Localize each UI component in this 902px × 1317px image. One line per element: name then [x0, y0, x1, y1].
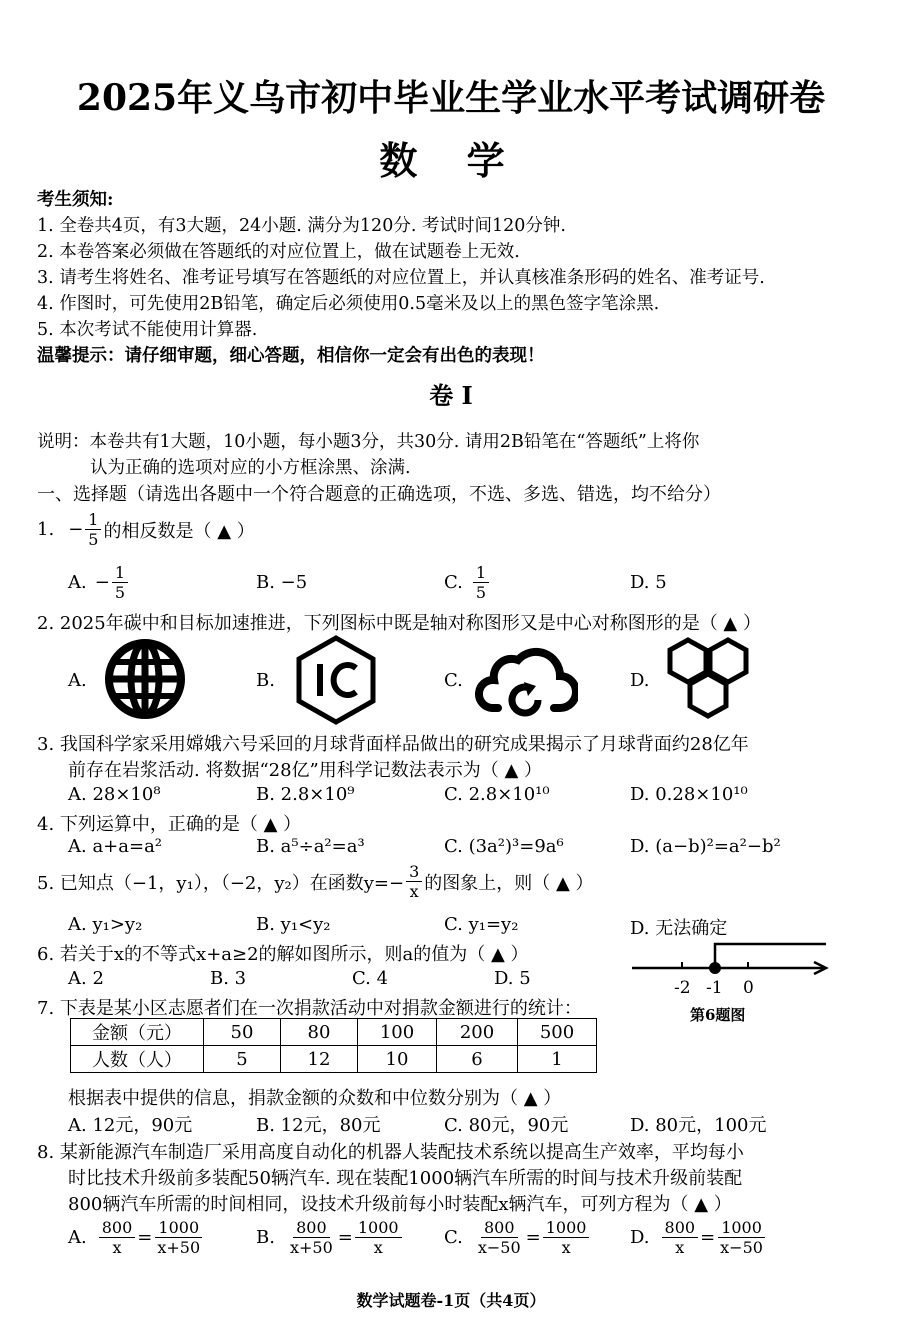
q8-option-c: C. $\frac{800}{x-50}$ = $\frac{1000}{x}$: [444, 1218, 591, 1257]
q6-option-a: A. 2: [68, 968, 104, 989]
notice-item-5: 5. 本次考试不能使用计算器.: [37, 320, 258, 340]
axis-label: -2: [674, 978, 691, 998]
question-number: 1.: [37, 519, 55, 540]
globe-icon: [104, 638, 186, 720]
table-cell: 100: [358, 1019, 437, 1046]
axis-label: -1: [706, 978, 723, 998]
table-row: [71, 1019, 597, 1046]
table-cell: 5: [204, 1046, 281, 1073]
q2-option-a-label: A.: [68, 670, 87, 691]
warm-tip: 温馨提示：请仔细审题，细心答题，相信你一定会有出色的表现！: [37, 346, 545, 366]
q4-option-c: C. (3a²)³=9a⁶: [444, 836, 564, 857]
question-2: 2. 2025年碳中和目标加速推进，下列图标中既是轴对称图形又是中心对称图形的是（ ▲ ）: [37, 613, 761, 634]
three-hexagons-icon: [660, 636, 756, 720]
question-4: 4. 下列运算中，正确的是（ ▲ ）: [37, 814, 302, 835]
question-7: 7. 下表是某小区志愿者们在一次捐款活动中对捐款金额进行的统计：: [37, 998, 582, 1019]
question-text: 的图象上，则（ ▲ ）: [424, 872, 594, 894]
q4-option-a: A. a+a=a²: [68, 836, 163, 857]
part-description-line1: 说明：本卷共有1大题，10小题，每小题3分，共30分. 请用2B铅笔在“答题纸”上将你: [37, 432, 700, 452]
cloud-sync-icon: [474, 638, 578, 718]
q1-option-d: D. 5: [630, 572, 667, 593]
notice-item-4: 4. 作图时，可先使用2B铅笔，确定后必须使用0.5毫米及以上的黑色签字笔涂黑.: [37, 294, 660, 314]
q7-option-d: D. 80元，100元: [630, 1115, 767, 1136]
question-text: 5. 已知点（−1，y₁），（−2，y₂）在函数y=−: [37, 872, 405, 894]
q4-option-b: B. a⁵÷a²=a³: [256, 836, 365, 857]
exam-title: 2025年义乌市初中毕业生学业水平考试调研卷: [76, 77, 826, 119]
q3-option-b: B. 2.8×10⁹: [256, 784, 355, 805]
q5-option-a: A. y₁>y₂: [68, 914, 143, 935]
q2-option-c-label: C.: [444, 670, 463, 691]
notice-item-2: 2. 本卷答案必须做在答题纸的对应位置上，做在试题卷上无效.: [37, 242, 520, 262]
q1-option-a: A. − $\frac{1}{5}$: [68, 563, 130, 602]
question-8-line1: 8. 某新能源汽车制造厂采用高度自动化的机器人装配技术系统以提高生产效率，平均每小: [37, 1142, 744, 1163]
number-line-figure: [630, 938, 830, 992]
question-3-line1: 3. 我国科学家采用嫦娥六号采回的月球背面样品做出的研究成果揭示了月球背面约28亿年: [37, 734, 749, 755]
q8-option-d: D. $\frac{800}{x}$ = $\frac{1000}{x-50}$: [630, 1218, 763, 1257]
notice-item-1: 1. 全卷共4页，有3大题，24小题. 满分为120分. 考试时间120分钟.: [37, 216, 566, 236]
question-7-ask: 根据表中提供的信息，捐款金额的众数和中位数分别为（ ▲ ）: [68, 1088, 562, 1109]
q7-option-c: C. 80元，90元: [444, 1115, 569, 1136]
q8-option-b: B. $\frac{800}{x+50}$ = $\frac{1000}{x}$: [256, 1218, 404, 1257]
table-row: [71, 1046, 597, 1073]
part-title: 卷 I: [429, 381, 473, 410]
part-description-line2: 认为正确的选项对应的小方框涂黑、涂满.: [90, 458, 411, 478]
table-cell: 人数（人）: [71, 1046, 204, 1073]
section-heading: 一、选择题（请选出各题中一个符合题意的正确选项，不选、多选、错选，均不给分）: [37, 484, 721, 505]
q7-option-a: A. 12元，90元: [68, 1115, 193, 1136]
q5-option-b: B. y₁<y₂: [256, 914, 331, 935]
fraction: $\frac{1}{5}$: [85, 510, 101, 549]
table-cell: 500: [518, 1019, 597, 1046]
table-cell: 10: [358, 1046, 437, 1073]
question-text: 的相反数是（ ▲ ）: [103, 520, 255, 542]
notice-heading: 考生须知:: [37, 190, 114, 210]
table-cell: 6: [437, 1046, 518, 1073]
subject-title: 数 学: [379, 138, 523, 183]
q3-option-a: A. 28×10⁸: [68, 784, 161, 805]
question-3-line2: 前存在岩浆活动. 将数据“28亿”用科学记数法表示为（ ▲ ）: [68, 760, 543, 781]
q3-option-d: D. 0.28×10¹⁰: [630, 784, 748, 805]
q7-option-b: B. 12元，80元: [256, 1115, 381, 1136]
question-1: [37, 510, 255, 549]
q6-option-b: B. 3: [210, 968, 247, 989]
q5-option-c: C. y₁=y₂: [444, 914, 519, 935]
copyright-hexagon-icon: [294, 634, 378, 726]
q4-option-d: D. (a−b)²=a²−b²: [630, 836, 781, 857]
table-cell: 50: [204, 1019, 281, 1046]
fraction: $\frac{3}{x}$: [406, 862, 422, 901]
minus-sign: −: [68, 519, 84, 540]
q2-option-b-label: B.: [256, 670, 275, 691]
notice-item-3: 3. 请考生将姓名、准考证号填写在答题纸的对应位置上，并认真核准条形码的姓名、准考证号.: [37, 268, 765, 288]
table-cell: 80: [281, 1019, 358, 1046]
question-5: [37, 862, 594, 901]
question-8-line3: 800辆汽车所需的时间相同，设技术升级前每小时装配x辆汽车，可列方程为（ ▲ ）: [68, 1194, 732, 1215]
page-footer: 数学试题卷-1页（共4页）: [356, 1291, 546, 1310]
q6-option-c: C. 4: [352, 968, 389, 989]
donation-table: [70, 1018, 597, 1073]
question-8-line2: 时比技术升级前多装配50辆汽车. 现在装配1000辆汽车所需的时间与技术升级前装配: [68, 1168, 743, 1189]
question-6: 6. 若关于x的不等式x+a≥2的解如图所示，则a的值为（ ▲ ）: [37, 944, 529, 965]
table-cell: 12: [281, 1046, 358, 1073]
table-cell: 200: [437, 1019, 518, 1046]
q2-option-d-label: D.: [630, 670, 650, 691]
axis-label: 0: [743, 978, 754, 998]
table-cell: 金额（元）: [71, 1019, 204, 1046]
q1-option-c: C. $\frac{1}{5}$: [444, 563, 491, 602]
figure-caption: 第6题图: [690, 1006, 746, 1024]
q5-option-d: D. 无法确定: [630, 918, 728, 939]
q8-option-a: A. $\frac{800}{x}$ = $\frac{1000}{x+50}$: [68, 1218, 201, 1257]
q3-option-c: C. 2.8×10¹⁰: [444, 784, 550, 805]
q6-option-d: D. 5: [494, 968, 531, 989]
q1-option-b: B. −5: [256, 572, 308, 593]
table-cell: 1: [518, 1046, 597, 1073]
